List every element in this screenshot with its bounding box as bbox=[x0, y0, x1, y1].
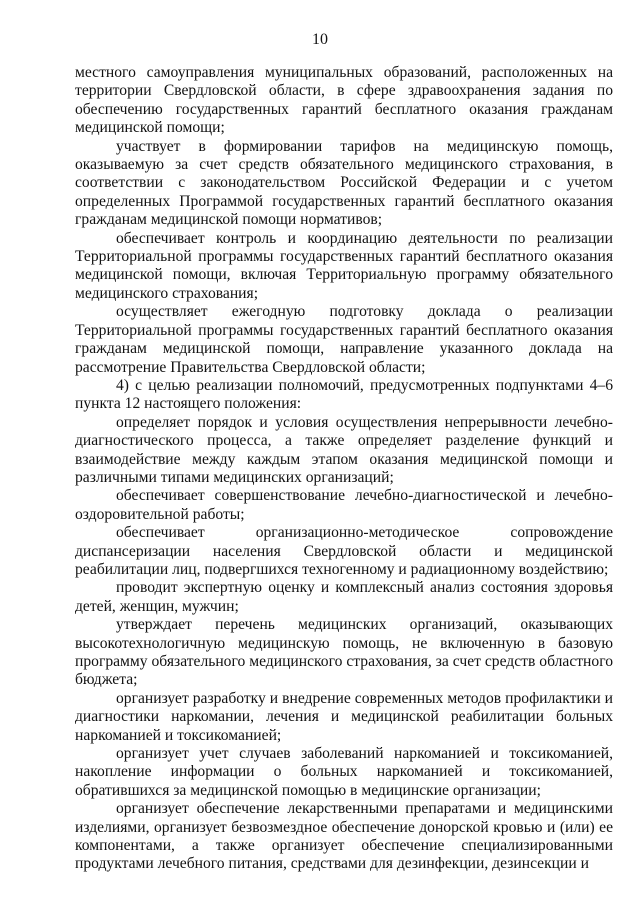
paragraph: обеспечивает контроль и координацию деятельности по реализации Территориальной программы государственных гарантий бесплатного оказания медицинской помощи, включая Территориальную программу обязательного медицинского страхования; bbox=[75, 229, 613, 302]
paragraph: осуществляет ежегодную подготовку доклада о реализации Территориальной программы государственных гарантий бесплатного оказания гражданам медицинской помощи, направление указанного доклада на рассмотрение Правительства Свердловской области; bbox=[75, 303, 613, 376]
paragraph: определяет порядок и условия осуществления непрерывности лечебно-диагностического процесса, а также определяет разделение функций и взаимодействие между каждым этапом оказания медицинской помощи и различными типами медицинских организаций; bbox=[75, 413, 613, 486]
document-body bbox=[75, 64, 613, 874]
paragraph: организует обеспечение лекарственными препаратами и медицинскими изделиями, организует безвозмездное обеспечение донорской кровью и (или) ее компонентами, а также организует обеспечение специализированными продуктами лечебного питания, средствами для дезинфекции, дезинсекции и bbox=[75, 800, 613, 873]
paragraph: обеспечивает организационно-методическое сопровождение диспансеризации населения Свердловской области и медицинской реабилитации лиц, подвергшихся техногенному и радиационному воздействию; bbox=[75, 524, 613, 578]
paragraph: проводит экспертную оценку и комплексный анализ состояния здоровья детей, женщин, мужчин; bbox=[75, 579, 613, 615]
paragraph: обеспечивает совершенствование лечебно-диагностической и лечебно-оздоровительной работы; bbox=[75, 487, 613, 523]
paragraph: утверждает перечень медицинских организаций, оказывающих высокотехнологичную медицинскую помощь, не включенную в базовую программу обязательного медицинского страхования, за счет средств областного бюджета; bbox=[75, 616, 613, 689]
paragraph: организует учет случаев заболеваний наркоманией и токсикоманией, накопление информации о больных наркоманией и токсикоманией, обратившихся за медицинской помощью в медицинские организации; bbox=[75, 745, 613, 799]
paragraph: местного самоуправления муниципальных образований, расположенных на территории Свердловской области, в сфере здравоохранения задания по обеспечению государственных гарантий бесплатного оказания гражданам медицинской помощи; bbox=[75, 64, 613, 137]
paragraph: организует разработку и внедрение современных методов профилактики и диагностики наркомании, лечения и медицинской реабилитации больных наркоманией и токсикоманией; bbox=[75, 689, 613, 744]
page-number: 10 bbox=[312, 31, 328, 48]
paragraph: участвует в формировании тарифов на медицинскую помощь, оказываемую за счет средств обязательного медицинского страхования, в соответствии с законодательством Российской Федерации и с учетом определенных Программой государственных гарантий бесплатного оказания гражданам медицинской помощи нормативов; bbox=[75, 137, 613, 229]
paragraph: 4) с целью реализации полномочий, предусмотренных подпунктами 4–6 пункта 12 настоящего положения: bbox=[75, 376, 613, 413]
